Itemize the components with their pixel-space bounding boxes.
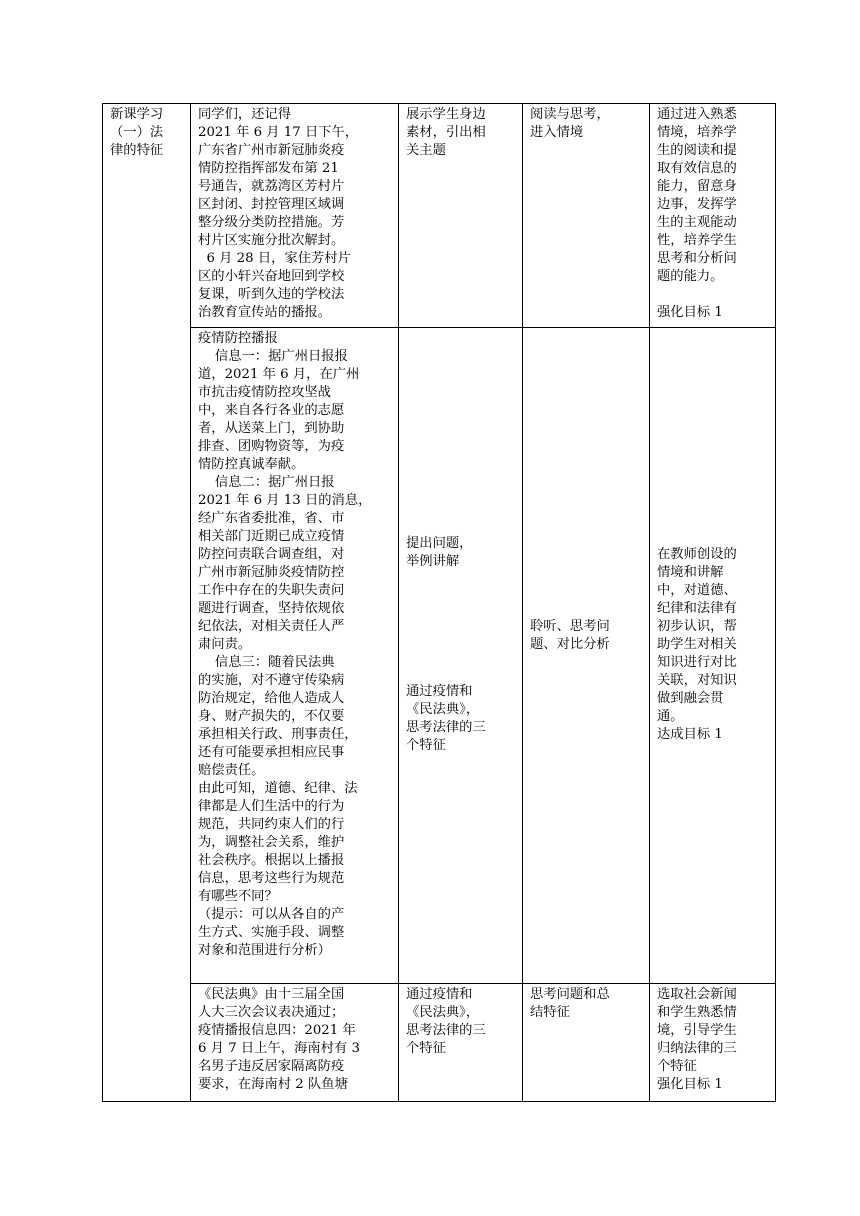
teacher-line: 素材，引出相 <box>406 125 486 140</box>
student-activity-cell <box>523 328 650 984</box>
student-line: 结特征 <box>530 1005 570 1020</box>
teacher-line: 提出问题， <box>406 536 473 551</box>
student-line: 题、对比分析 <box>530 637 610 652</box>
teacher-activity-cell <box>399 104 523 328</box>
teacher-line: 《民法典》， <box>406 1005 480 1020</box>
goal-label: 强化目标 1 <box>657 1077 723 1092</box>
intent-line: 助学生对相关 <box>657 637 737 652</box>
design-intent-cell <box>650 104 776 328</box>
table-row <box>103 104 776 328</box>
content-line: 身、财产损失的，不仅要 <box>198 709 345 724</box>
content-line: 者，从送菜上门，到协助 <box>198 421 345 436</box>
content-line: 疫情防控播报 <box>198 331 278 346</box>
intent-line: 选取社会新闻 <box>657 987 737 1002</box>
section-label-cell <box>103 104 191 1102</box>
student-line: 阅读与思考， <box>530 107 610 122</box>
content-line: 《民法典》由十三届全国 <box>198 987 345 1002</box>
content-cell <box>191 328 399 984</box>
content-line: 号通告，就荔湾区芳村片 <box>198 179 345 194</box>
content-line: 整分级分类防控措施。芳 <box>198 215 345 230</box>
content-line: 疫情播报信息四：2021 年 <box>198 1023 356 1038</box>
content-line: 有哪些不同？ <box>198 889 278 904</box>
content-line: 由此可知，道德、纪律、法 <box>198 781 358 796</box>
section-label-line: 新课学习 <box>110 107 164 122</box>
content-line: 情防控真诚奉献。 <box>198 457 305 472</box>
intent-line: 情境和讲解 <box>657 565 724 580</box>
content-line: 信息二：据广州日报 <box>198 475 335 490</box>
intent-line: 思考和分析问 <box>657 251 737 266</box>
content-line: 肃问责。 <box>198 637 252 652</box>
intent-line: 取有效信息的 <box>657 161 737 176</box>
intent-line: 关联，对知识 <box>657 673 737 688</box>
content-line: 律都是人们生活中的行为 <box>198 799 345 814</box>
intent-line: 做到融会贯 <box>657 691 724 706</box>
intent-line: 归纳法律的三 <box>657 1041 737 1056</box>
intent-line: 知识进行对比 <box>657 655 737 670</box>
content-line: 信息，思考这些行为规范 <box>198 871 345 886</box>
content-line: 村片区实施分批次解封。 <box>198 233 345 248</box>
content-line: 要求，在海南村 2 队鱼塘 <box>198 1077 348 1092</box>
teacher-line: 举例讲解 <box>406 554 460 569</box>
teacher-line: 个特征 <box>406 1041 446 1056</box>
content-line: 区封闭、封控管理区域调 <box>198 197 345 212</box>
content-line: 社会秩序。根据以上播报 <box>198 853 345 868</box>
content-line: 还有可能要承担相应民事 <box>198 745 345 760</box>
intent-line: 通过进入熟悉 <box>657 107 737 122</box>
student-line: 进入情境 <box>530 125 584 140</box>
intent-line: 边事，发挥学 <box>657 197 737 212</box>
teacher-activity-cell <box>399 328 523 984</box>
content-line: 同学们，还记得 <box>198 107 292 122</box>
teacher-line: 个特征 <box>406 738 446 753</box>
student-line: 思考问题和总 <box>530 987 610 1002</box>
content-line: 区的小轩兴奋地回到学校 <box>198 269 345 284</box>
content-line: 承担相关行政、刑事责任， <box>198 727 358 742</box>
student-activity-cell <box>523 104 650 328</box>
content-line: 名男子违反居家隔离防疫 <box>198 1059 345 1074</box>
teacher-line: 通过疫情和 <box>406 987 473 1002</box>
intent-line: 生的主观能动 <box>657 215 737 230</box>
intent-line: 中，对道德、 <box>657 583 737 598</box>
content-line: 6 月 28 日，家住芳村片 <box>198 251 351 266</box>
spacer <box>530 330 642 618</box>
intent-line: 和学生熟悉情 <box>657 1005 737 1020</box>
intent-line: 通。 <box>657 709 684 724</box>
intent-line: 初步认识，帮 <box>657 619 737 634</box>
content-line: 中，来自各行各业的志愿 <box>198 403 345 418</box>
spacer <box>657 286 768 304</box>
goal-label: 达成目标 1 <box>657 727 723 742</box>
student-line: 聆听、思考问 <box>530 619 610 634</box>
intent-line: 情境，培养学 <box>657 125 737 140</box>
intent-line: 在教师创设的 <box>657 547 737 562</box>
content-line: 赔偿责任。 <box>198 763 265 778</box>
lesson-plan-table <box>102 103 776 1102</box>
design-intent-cell <box>650 984 776 1102</box>
content-line: 纪依法，对相关责任人严 <box>198 619 345 634</box>
teacher-line: 关主题 <box>406 143 446 158</box>
content-line: 市抗击疫情防控攻坚战 <box>198 385 331 400</box>
content-line: 对象和范围进行分析） <box>198 943 331 958</box>
goal-label: 强化目标 1 <box>657 305 723 320</box>
content-line: 广东省广州市新冠肺炎疫 <box>198 143 345 158</box>
intent-line: 境，引导学生 <box>657 1023 737 1038</box>
table-row <box>103 984 776 1102</box>
intent-line: 性，培养学生 <box>657 233 737 248</box>
spacer <box>657 330 768 546</box>
content-line: 经广东省委批准，省、市 <box>198 511 345 526</box>
section-label-line: 律的特征 <box>110 143 164 158</box>
content-line: 6 月 7 日上午，海南村有 3 <box>198 1041 360 1056</box>
content-line: 规范，共同约束人们的行 <box>198 817 345 832</box>
content-line: （提示：可以从各自的产 <box>198 907 345 922</box>
content-line: 治教育宣传站的播报。 <box>198 305 331 320</box>
teacher-activity-cell <box>399 984 523 1102</box>
teacher-line: 思考法律的三 <box>406 720 486 735</box>
content-line: 2021 年 6 月 17 日下午， <box>198 125 359 140</box>
intent-line: 题的能力。 <box>657 269 724 284</box>
content-line: 信息一：据广州日报报 <box>198 349 348 364</box>
content-line: 情防控指挥部发布第 21 <box>198 161 339 176</box>
content-line: 信息三：随着民法典 <box>198 655 335 670</box>
content-line: 排查、团购物资等，为疫 <box>198 439 345 454</box>
intent-line: 纪律和法律有 <box>657 601 737 616</box>
content-line: 复课，听到久违的学校法 <box>198 287 345 302</box>
content-line: 生方式、实施手段、调整 <box>198 925 345 940</box>
content-line: 人大三次会议表决通过； <box>198 1005 345 1020</box>
content-line: 为，调整社会关系，维护 <box>198 835 345 850</box>
content-line: 2021 年 6 月 13 日的消息， <box>198 493 372 508</box>
content-cell <box>191 104 399 328</box>
content-line: 防控问责联合调查组，对 <box>198 547 345 562</box>
content-line: 的实施，对不遵守传染病 <box>198 673 345 688</box>
content-line: 工作中存在的失职失责问 <box>198 583 345 598</box>
spacer <box>406 330 515 535</box>
student-activity-cell <box>523 984 650 1102</box>
content-line: 道，2021 年 6 月，在广州 <box>198 367 360 382</box>
content-line: 广州市新冠肺炎疫情防控 <box>198 565 345 580</box>
intent-line: 个特征 <box>657 1059 697 1074</box>
intent-line: 生的阅读和提 <box>657 143 737 158</box>
teacher-line: 展示学生身边 <box>406 107 486 122</box>
table-row <box>103 328 776 984</box>
intent-line: 能力，留意身 <box>657 179 737 194</box>
teacher-line: 《民法典》， <box>406 702 480 717</box>
teacher-line: 通过疫情和 <box>406 684 473 699</box>
content-line: 相关部门近期已成立疫情 <box>198 529 345 544</box>
design-intent-cell <box>650 328 776 984</box>
content-line: 题进行调查，坚持依规依 <box>198 601 345 616</box>
teacher-line: 思考法律的三 <box>406 1023 486 1038</box>
content-line: 防治规定，给他人造成人 <box>198 691 345 706</box>
spacer <box>406 571 515 683</box>
content-cell <box>191 984 399 1102</box>
section-label-line: （一）法 <box>110 125 164 140</box>
